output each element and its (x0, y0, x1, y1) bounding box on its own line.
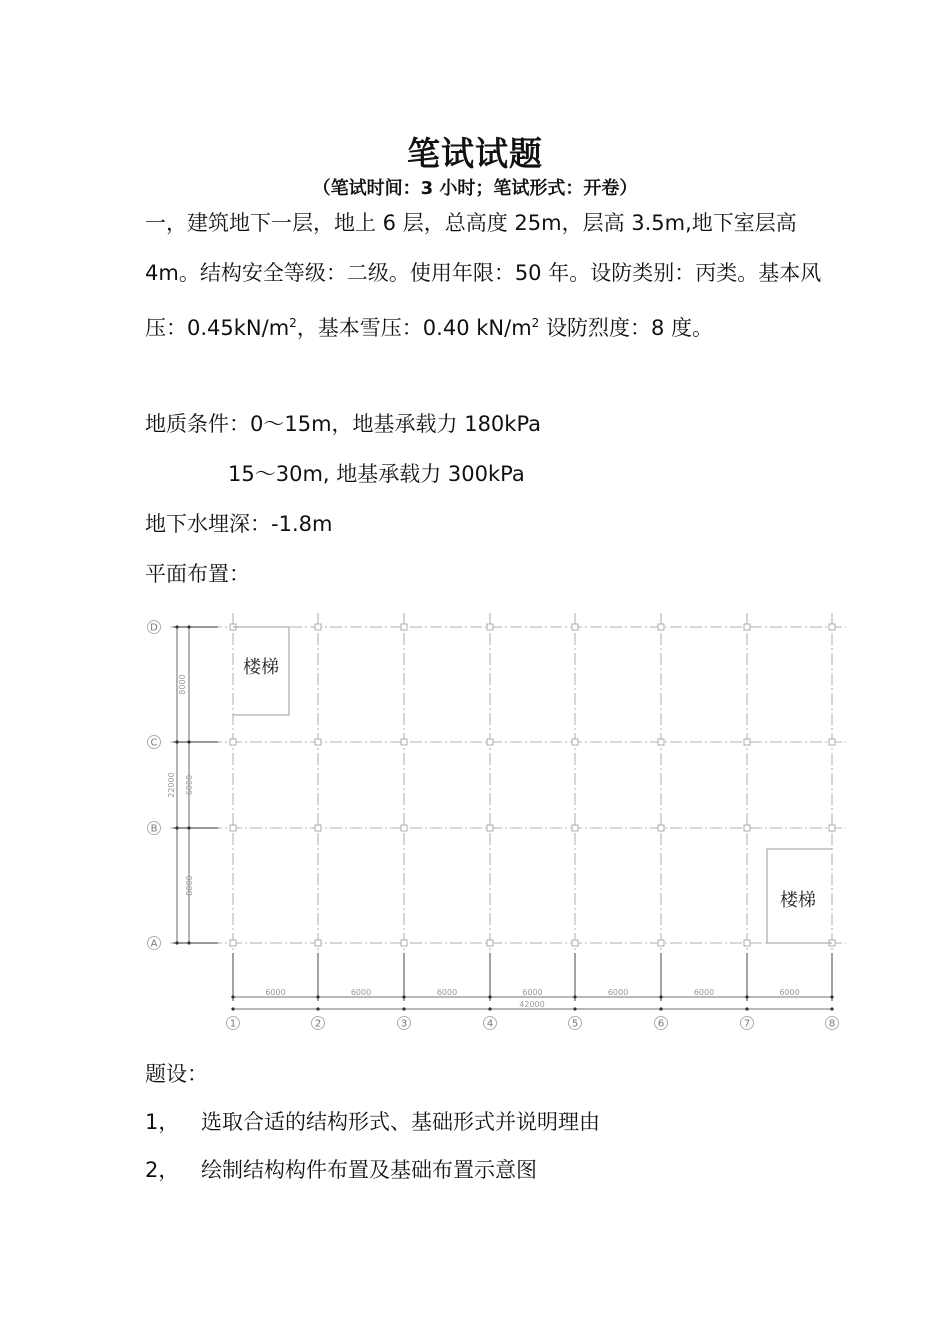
col-tick-b-6 (659, 1007, 662, 1010)
column-marker-A5 (572, 940, 578, 946)
col-axis-label-5: 5 (571, 1018, 579, 1030)
column-marker-D3 (401, 624, 407, 630)
column-marker-C6 (658, 739, 664, 745)
column-marker-B3 (401, 825, 407, 831)
column-marker-B1 (230, 825, 236, 831)
column-marker-D6 (658, 624, 664, 630)
row-tick-b-B (187, 826, 190, 829)
col-axis-label-1: 1 (229, 1018, 237, 1030)
floor-plan-drawing (140, 605, 852, 1037)
column-marker-A3 (401, 940, 407, 946)
desc-sup-1: 2 (289, 316, 297, 330)
col-axis-label-6: 6 (657, 1018, 665, 1030)
row-tick-a-C (175, 740, 178, 743)
stair-label-2: 楼梯 (780, 890, 816, 911)
row-tick-a-A (175, 941, 178, 944)
column-marker-B5 (572, 825, 578, 831)
row-axis-label-C: C (150, 737, 158, 749)
col-tick-a-3 (402, 995, 405, 998)
column-marker-A4 (487, 940, 493, 946)
row-dim-2: 8000 (185, 875, 194, 896)
column-marker-C3 (401, 739, 407, 745)
col-tick-a-6 (659, 995, 662, 998)
row-tick-a-D (175, 625, 178, 628)
geology-line-1: 地质条件：0～15m，地基承载力 180kPa (145, 412, 542, 436)
col-tick-b-2 (316, 1007, 319, 1010)
row-tick-a-B (175, 826, 178, 829)
col-tick-b-1 (231, 1007, 234, 1010)
column-marker-C7 (744, 739, 750, 745)
page-title: 笔试试题 (407, 134, 543, 173)
question-2 (145, 1154, 537, 1184)
row-axis-label-B: B (150, 823, 158, 835)
row-tick-b-A (187, 941, 190, 944)
column-marker-C4 (487, 739, 493, 745)
col-dim-total: 42000 (519, 1000, 545, 1009)
project-description (145, 198, 825, 353)
question-1 (145, 1106, 600, 1136)
desc-text-c: 设防烈度：8 度。 (539, 316, 714, 340)
row-axis-label-D: D (150, 622, 158, 634)
col-tick-b-5 (573, 1007, 576, 1010)
column-marker-B4 (487, 825, 493, 831)
question-1-text: 选取合适的结构形式、基础形式并说明理由 (201, 1110, 600, 1134)
col-axis-label-8: 8 (828, 1018, 836, 1030)
column-marker-A1 (230, 940, 236, 946)
column-marker-B7 (744, 825, 750, 831)
groundwater-line: 地下水埋深：-1.8m (145, 512, 333, 536)
col-dim-0: 6000 (265, 988, 286, 997)
question-1-number: 1， (145, 1110, 180, 1134)
col-tick-a-4 (488, 995, 491, 998)
row-tick-b-D (187, 625, 190, 628)
column-marker-D7 (744, 624, 750, 630)
col-tick-a-1 (231, 995, 234, 998)
col-dim-1: 6000 (350, 988, 372, 997)
col-axis-label-7: 7 (743, 1018, 751, 1030)
col-axis-label-4: 4 (486, 1018, 494, 1030)
column-marker-A7 (744, 940, 750, 946)
geology-line-2: 15～30m, 地基承载力 300kPa (228, 462, 525, 486)
desc-text-a: 一，建筑地下一层，地上 6 层，总高度 25m，层高 3.5m,地下室层高 4m。结构安全等级：二级。使用年限：50 年。设防类别：丙类。基本风压：0.45kN/m (145, 211, 822, 340)
column-marker-A2 (315, 940, 321, 946)
column-marker-B2 (315, 825, 321, 831)
column-marker-D2 (315, 624, 321, 630)
col-dim-6: 6000 (779, 988, 800, 997)
column-marker-D8 (829, 624, 835, 630)
questions-label: 题设： (145, 1062, 208, 1086)
layout-label: 平面布置： (145, 562, 250, 586)
page-subtitle: （笔试时间：3 小时；笔试形式：开卷） (312, 178, 638, 199)
column-marker-B6 (658, 825, 664, 831)
column-marker-D5 (572, 624, 578, 630)
col-tick-b-7 (745, 1007, 748, 1010)
col-tick-b-3 (402, 1007, 405, 1010)
desc-text-b: ，基本雪压：0.40 kN/m (296, 316, 532, 340)
column-marker-D4 (487, 624, 493, 630)
row-dim-total: 22000 (167, 772, 176, 798)
row-tick-b-C (187, 740, 190, 743)
col-tick-a-2 (316, 995, 319, 998)
col-axis-label-2: 2 (314, 1018, 322, 1030)
col-tick-b-8 (830, 1007, 833, 1010)
col-tick-a-5 (573, 995, 576, 998)
column-marker-C2 (315, 739, 321, 745)
column-marker-C5 (572, 739, 578, 745)
column-marker-B8 (829, 825, 835, 831)
question-2-number: 2， (145, 1158, 180, 1182)
col-tick-b-4 (488, 1007, 491, 1010)
row-dim-0: 8000 (178, 674, 187, 695)
col-dim-4: 6000 (607, 988, 629, 997)
row-dim-1: 6000 (185, 774, 194, 796)
col-axis-label-3: 3 (400, 1018, 408, 1030)
col-tick-a-7 (745, 995, 748, 998)
col-tick-a-8 (830, 995, 833, 998)
stair-label-1: 楼梯 (243, 657, 279, 678)
column-marker-A6 (658, 940, 664, 946)
column-marker-C8 (829, 739, 835, 745)
col-dim-2: 6000 (436, 988, 458, 997)
row-axis-label-A: A (150, 938, 158, 950)
desc-sup-2: 2 (531, 316, 540, 330)
column-marker-C1 (230, 739, 236, 745)
question-2-text: 绘制结构构件布置及基础布置示意图 (201, 1158, 537, 1182)
col-dim-3: 6000 (522, 988, 543, 997)
col-dim-5: 6000 (693, 988, 715, 997)
